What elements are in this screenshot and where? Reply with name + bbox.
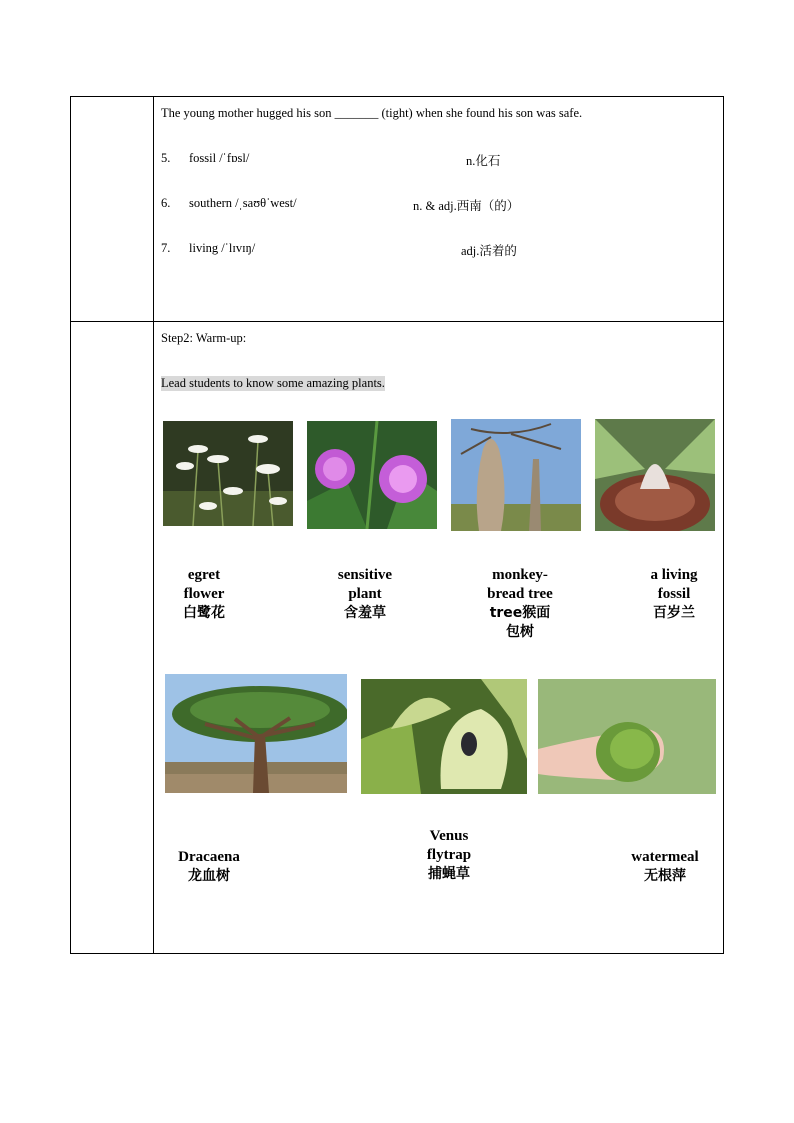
caption-en: flytrap	[426, 847, 472, 863]
living-fossil-photo	[595, 419, 715, 531]
caption-zh: 龙血树	[188, 868, 230, 884]
caption-zh: 白鹭花	[183, 605, 225, 621]
vocab-word: living /ˈlɪvɪŋ/	[189, 241, 256, 255]
plant-caption	[320, 566, 410, 623]
plant-caption	[620, 848, 710, 886]
caption-en: bread tree	[487, 586, 553, 602]
caption-zh: 捕蝇草	[428, 866, 470, 882]
caption-en: fossil	[657, 586, 691, 602]
caption-en: tree猴面	[489, 605, 551, 621]
table-row-vocabulary	[71, 97, 724, 322]
table-row-warmup	[71, 322, 724, 954]
dracaena-photo	[165, 674, 347, 793]
vocab-number: 7.	[161, 241, 171, 255]
watermeal-photo	[538, 679, 716, 794]
vocab-number: 5.	[161, 151, 171, 165]
vocab-meaning: n.化石	[466, 154, 501, 168]
caption-en: plant	[348, 586, 382, 602]
vocab-word: southern /ˌsaʊθˈwest/	[189, 196, 297, 210]
plant-caption	[164, 566, 244, 623]
monkey-bread-tree-photo	[451, 419, 581, 531]
caption-zh: 无根萍	[644, 868, 686, 884]
venus-flytrap-photo	[361, 679, 527, 794]
caption-en: Dracaena	[178, 849, 240, 865]
caption-en: monkey-	[492, 567, 548, 583]
left-cell-empty	[71, 97, 154, 322]
egret-flower-photo	[163, 421, 293, 526]
caption-en: a living	[650, 567, 698, 583]
caption-zh: 包树	[506, 624, 534, 640]
plant-caption	[634, 566, 714, 623]
left-cell-empty	[71, 322, 154, 954]
vocab-word: fossil /ˈfɒsl/	[189, 151, 250, 165]
warmup-cell	[154, 322, 724, 954]
plant-caption	[404, 827, 494, 884]
lesson-table	[70, 96, 724, 954]
plant-caption	[472, 566, 568, 642]
caption-en: egret	[187, 567, 221, 583]
caption-zh: 百岁兰	[653, 605, 695, 621]
caption-en: watermeal	[631, 849, 699, 865]
example-sentence: The young mother hugged his son _______ (tight) when she found his son was safe.	[161, 106, 583, 120]
caption-zh: 含羞草	[344, 605, 386, 621]
caption-en: sensitive	[337, 567, 393, 583]
step-heading: Step2: Warm-up:	[161, 331, 247, 345]
vocab-number: 6.	[161, 196, 171, 210]
sensitive-plant-photo	[307, 421, 437, 529]
caption-en: Venus	[429, 828, 469, 844]
vocab-meaning: n. & adj.西南（的）	[413, 199, 520, 213]
vocabulary-cell	[154, 97, 724, 322]
lead-instruction: Lead students to know some amazing plants.	[161, 376, 385, 390]
caption-en: flower	[183, 586, 225, 602]
vocab-meaning: adj.活着的	[461, 244, 517, 258]
plant-caption	[164, 848, 254, 886]
